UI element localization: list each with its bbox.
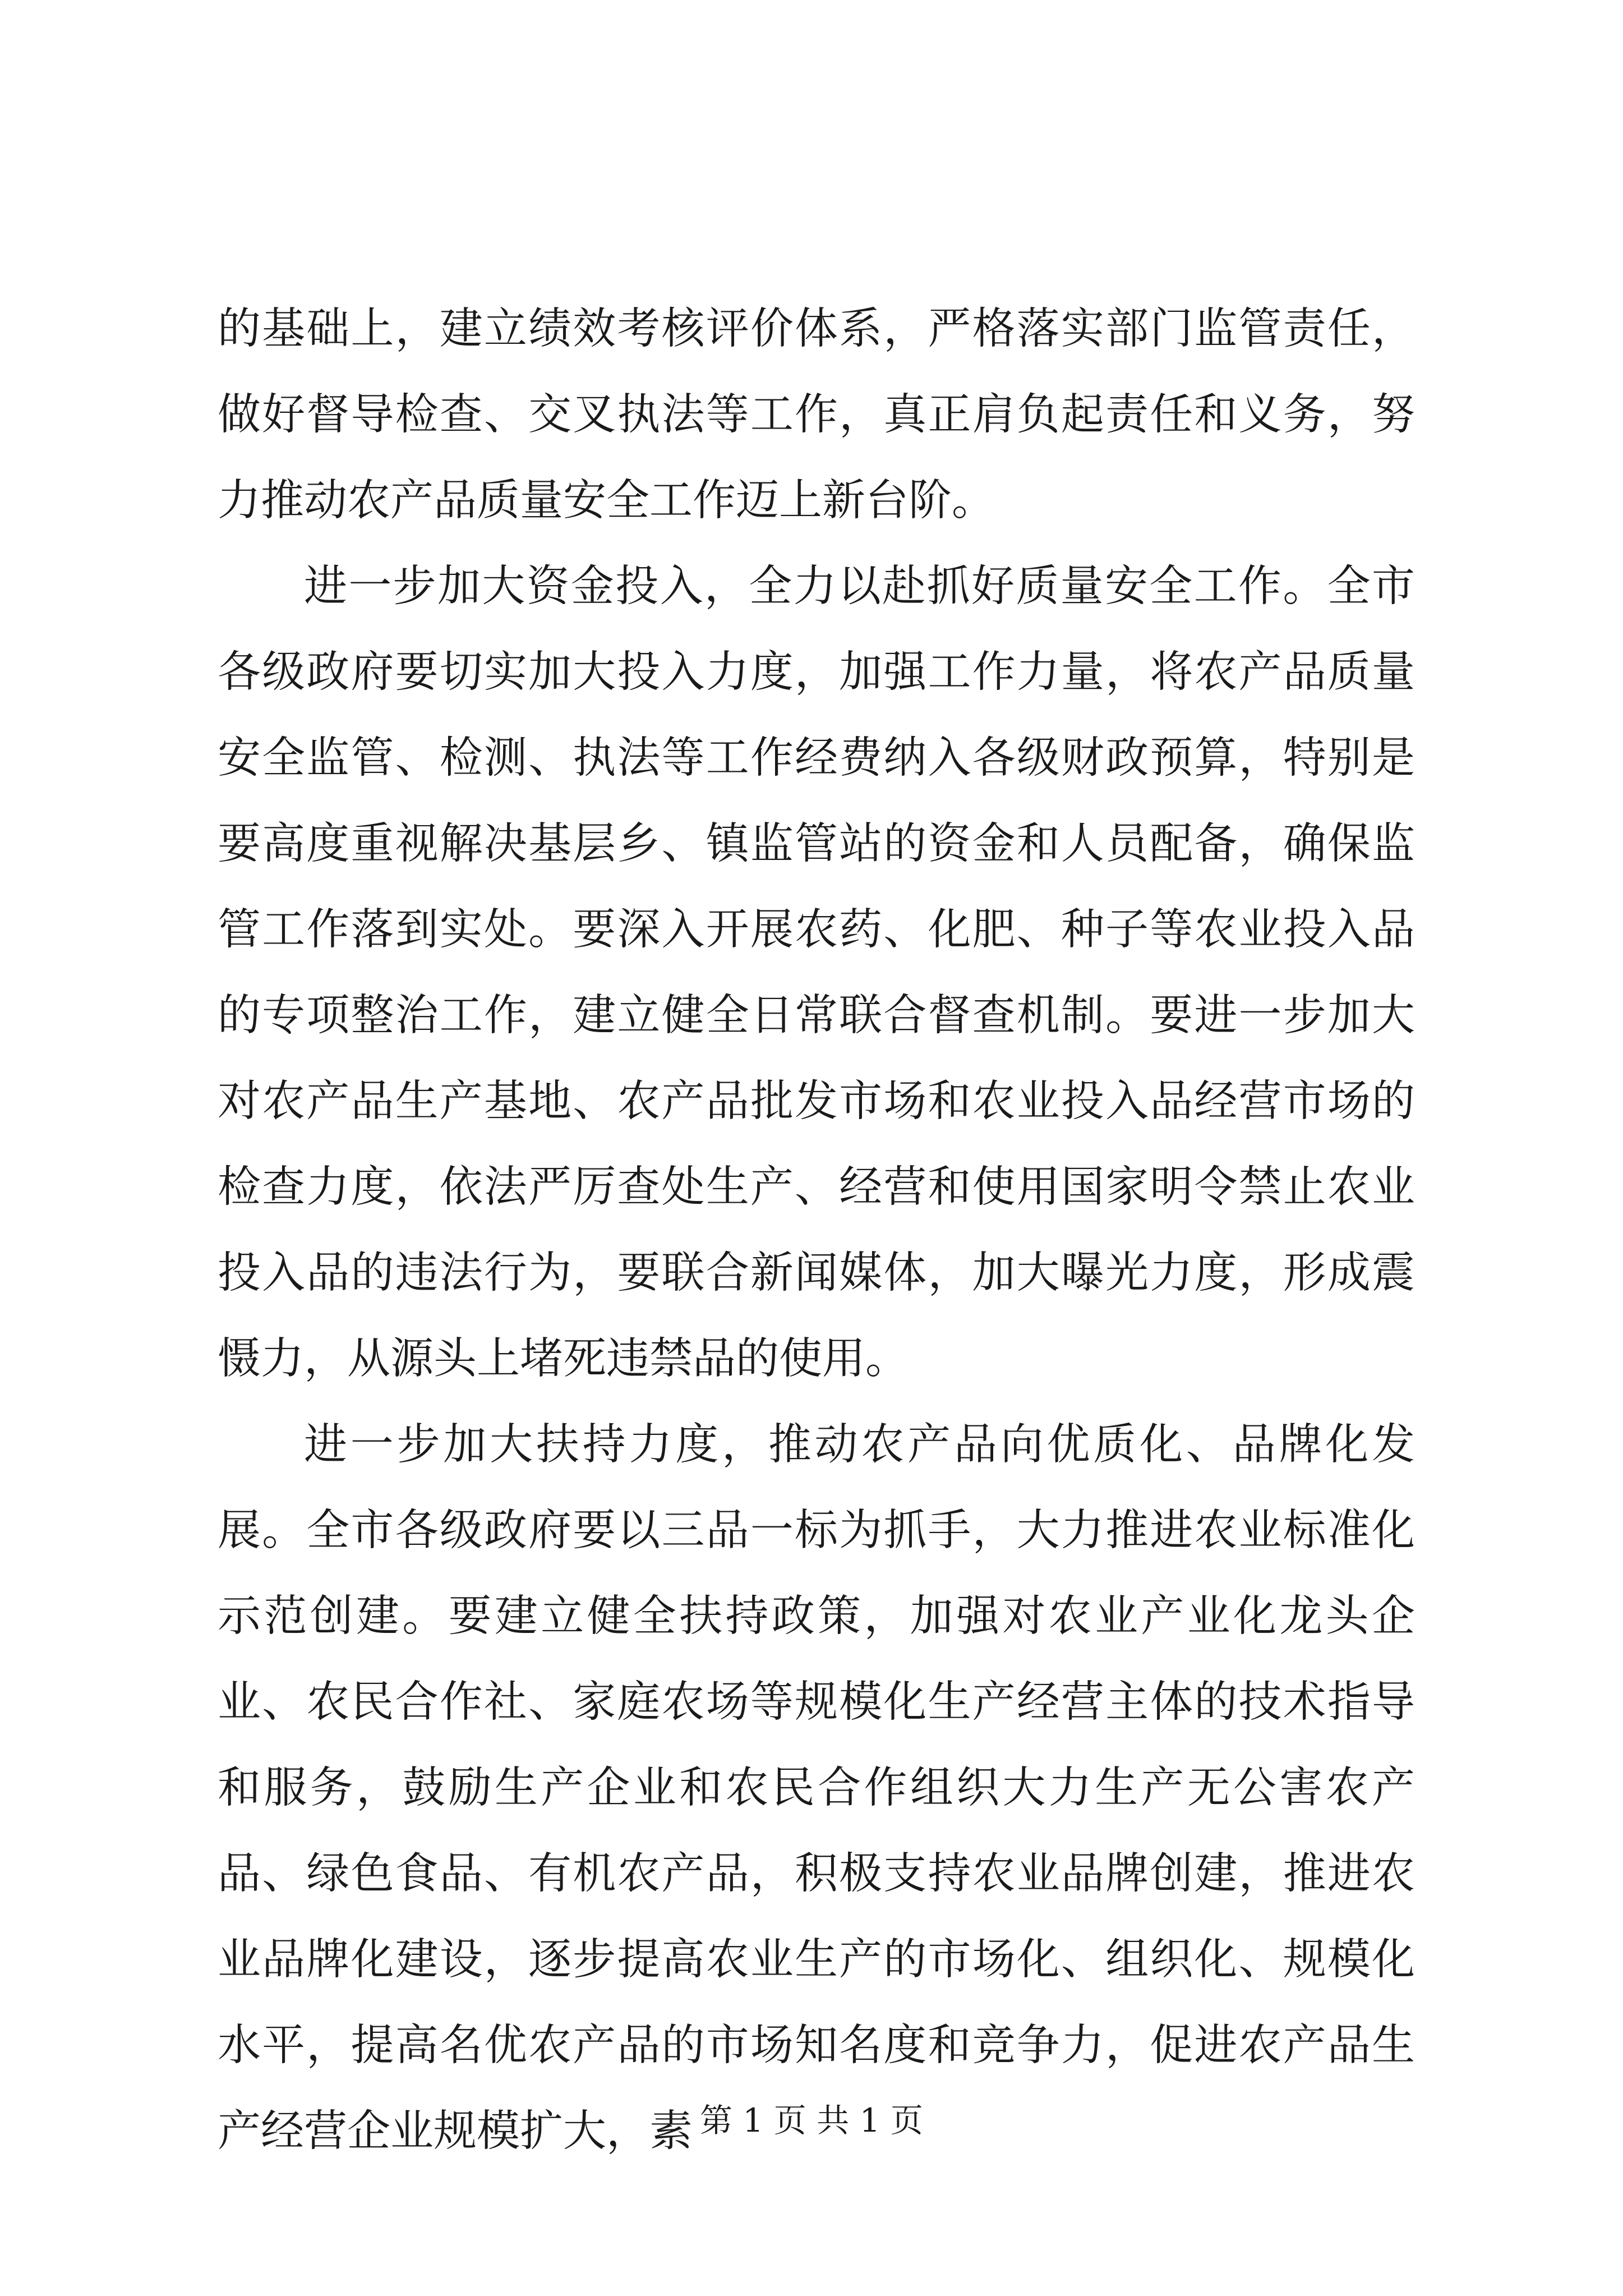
document-body [218, 286, 1415, 2174]
page-footer: 第 1 页 共 1 页 [700, 2101, 923, 2139]
paragraph-continuation: 的基础上，建立绩效考核评价体系，严格落实部门监管责任，做好督导检查、交叉执法等工作，真正肩负起责任和义务，努力推动农产品质量安全工作迈上新台阶。 [218, 304, 1415, 526]
paragraph-support: 进一步加大扶持力度，推动农产品向优质化、品牌化发展。全市各级政府要以三品一标为抓手，大力推进农业标准化示范创建。要建立健全扶持政策，加强对农业产业化龙头企业、农民合作社、家庭农场等规模化生产经营主体的技术指导和服务，鼓励生产企业和农民合作组织大力生产无公害农产品、绿色食品、有机农产品，积极支持农业品牌创建，推进农业品牌化建设，逐步提高农业生产的市场化、组织化、规模化水平，提高名优农产品的市场知名度和竞争力，促进农产品生产经营企业规模扩大，素 [218, 1420, 1415, 2156]
paragraph-funding: 进一步加大资金投入，全力以赴抓好质量安全工作。全市各级政府要切实加大投入力度，加强工作力量，将农产品质量安全监管、检测、执法等工作经费纳入各级财政预算，特别是要高度重视解决基层乡、镇监管站的资金和人员配备，确保监管工作落到实处。要深入开展农药、化肥、种子等农业投入品的专项整治工作，建立健全日常联合督查机制。要进一步加大对农产品生产基地、农产品批发市场和农业投入品经营市场的检查力度，依法严厉查处生产、经营和使用国家明令禁止农业投入品的违法行为，要联合新闻媒体，加大曝光力度，形成震慑力，从源头上堵死违禁品的使用。 [218, 562, 1415, 1384]
